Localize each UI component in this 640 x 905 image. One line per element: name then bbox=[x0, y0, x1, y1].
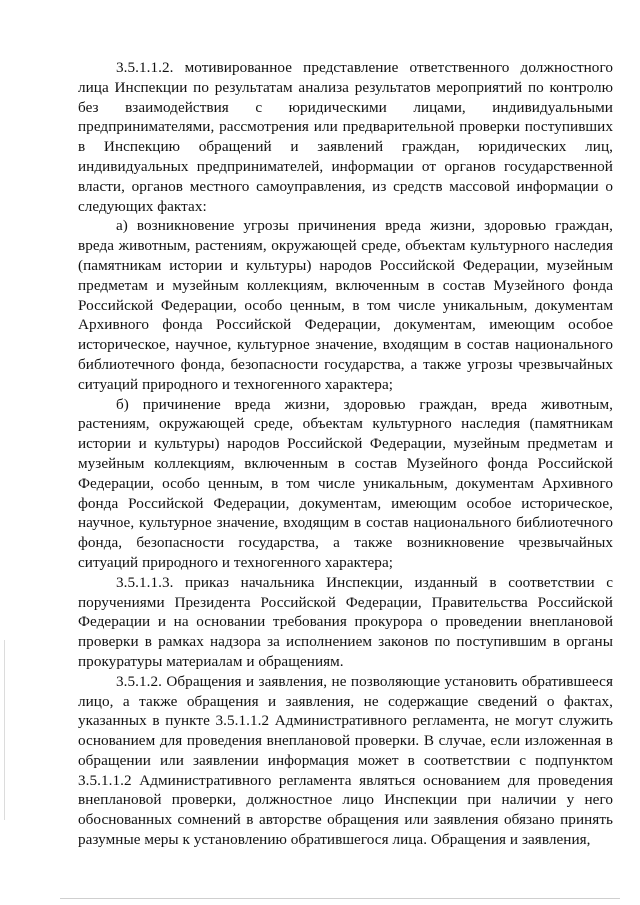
paragraph-3-5-1-1-3: 3.5.1.1.3. приказ начальника Инспекции, изданный в соответствии с поручениями Президента Российской Федерации, Правительства Российской Федерации и на основании требования прокурора о проведении внеплановой проверки в рамках надзора за исполнением законов по поступившим в органы прокуратуры материалам и обращениям. bbox=[78, 573, 613, 670]
paragraph-3-5-1-2: 3.5.1.2. Обращения и заявления, не позволяющие установить обратившееся лицо, а также обращения и заявления, не содержащие сведений о фактах, указанных в пункте 3.5.1.1.2 Административного регламента, не могут служить основанием для проведения внеплановой проверки. В случае, если изложенная в обращении или заявлении информация может в соответствии с подпунктом 3.5.1.1.2 Административного регламента являться основанием для проведения внеплановой проверки, должностное лицо Инспекции при наличии у него обоснованных сомнений в авторстве обращения или заявления обязано принять разумные меры к установлению обратившегося лица. Обращения и заявления, bbox=[78, 672, 613, 849]
document-body bbox=[78, 58, 613, 850]
paragraph-item-b: б) причинение вреда жизни, здоровью граждан, вреда животным, растениям, окружающей среде, объектам культурного наследия (памятникам истории и культуры) народов Российской Федерации, музейным предметам и музейным коллекциям, включенным в состав Музейного фонда Российской Федерации, особо ценным, в том числе уникальным, документам Архивного фонда Российской Федерации, документам, имеющим особое историческое, научное, культурное значение, входящим в состав национального библиотечного фонда, безопасности государства, а также возникновение чрезвычайных ситуаций природного и техногенного характера; bbox=[78, 395, 613, 571]
paragraph-3-5-1-1-2: 3.5.1.1.2. мотивированное представление ответственного должностного лица Инспекции по результатам анализа результатов мероприятий по контролю без взаимодействия с юридическими лицами, индивидуальными предпринимателями, рассмотрения или предварительной проверки поступивших в Инспекцию обращений и заявлений граждан, юридических лиц, индивидуальных предпринимателей, информации от органов государственной власти, органов местного самоуправления, из средств массовой информации о следующих фактах: bbox=[78, 59, 613, 215]
scan-edge-line bbox=[4, 640, 5, 820]
scan-bottom-rule bbox=[60, 898, 620, 899]
paragraph-item-a: а) возникновение угрозы причинения вреда жизни, здоровью граждан, вреда животным, растениям, окружающей среде, объектам культурного наследия (памятникам истории и культуры) народов Российской Федерации, музейным предметам и музейным коллекциям, включенным в состав Музейного фонда Российской Федерации, особо ценным, в том числе уникальным, документам Архивного фонда Российской Федерации, документам, имеющим особое историческое, научное, культурное значение, входящим в состав национального библиотечного фонда, безопасности государства, а также угрозы чрезвычайных ситуаций природного и техногенного характера; bbox=[78, 217, 613, 393]
